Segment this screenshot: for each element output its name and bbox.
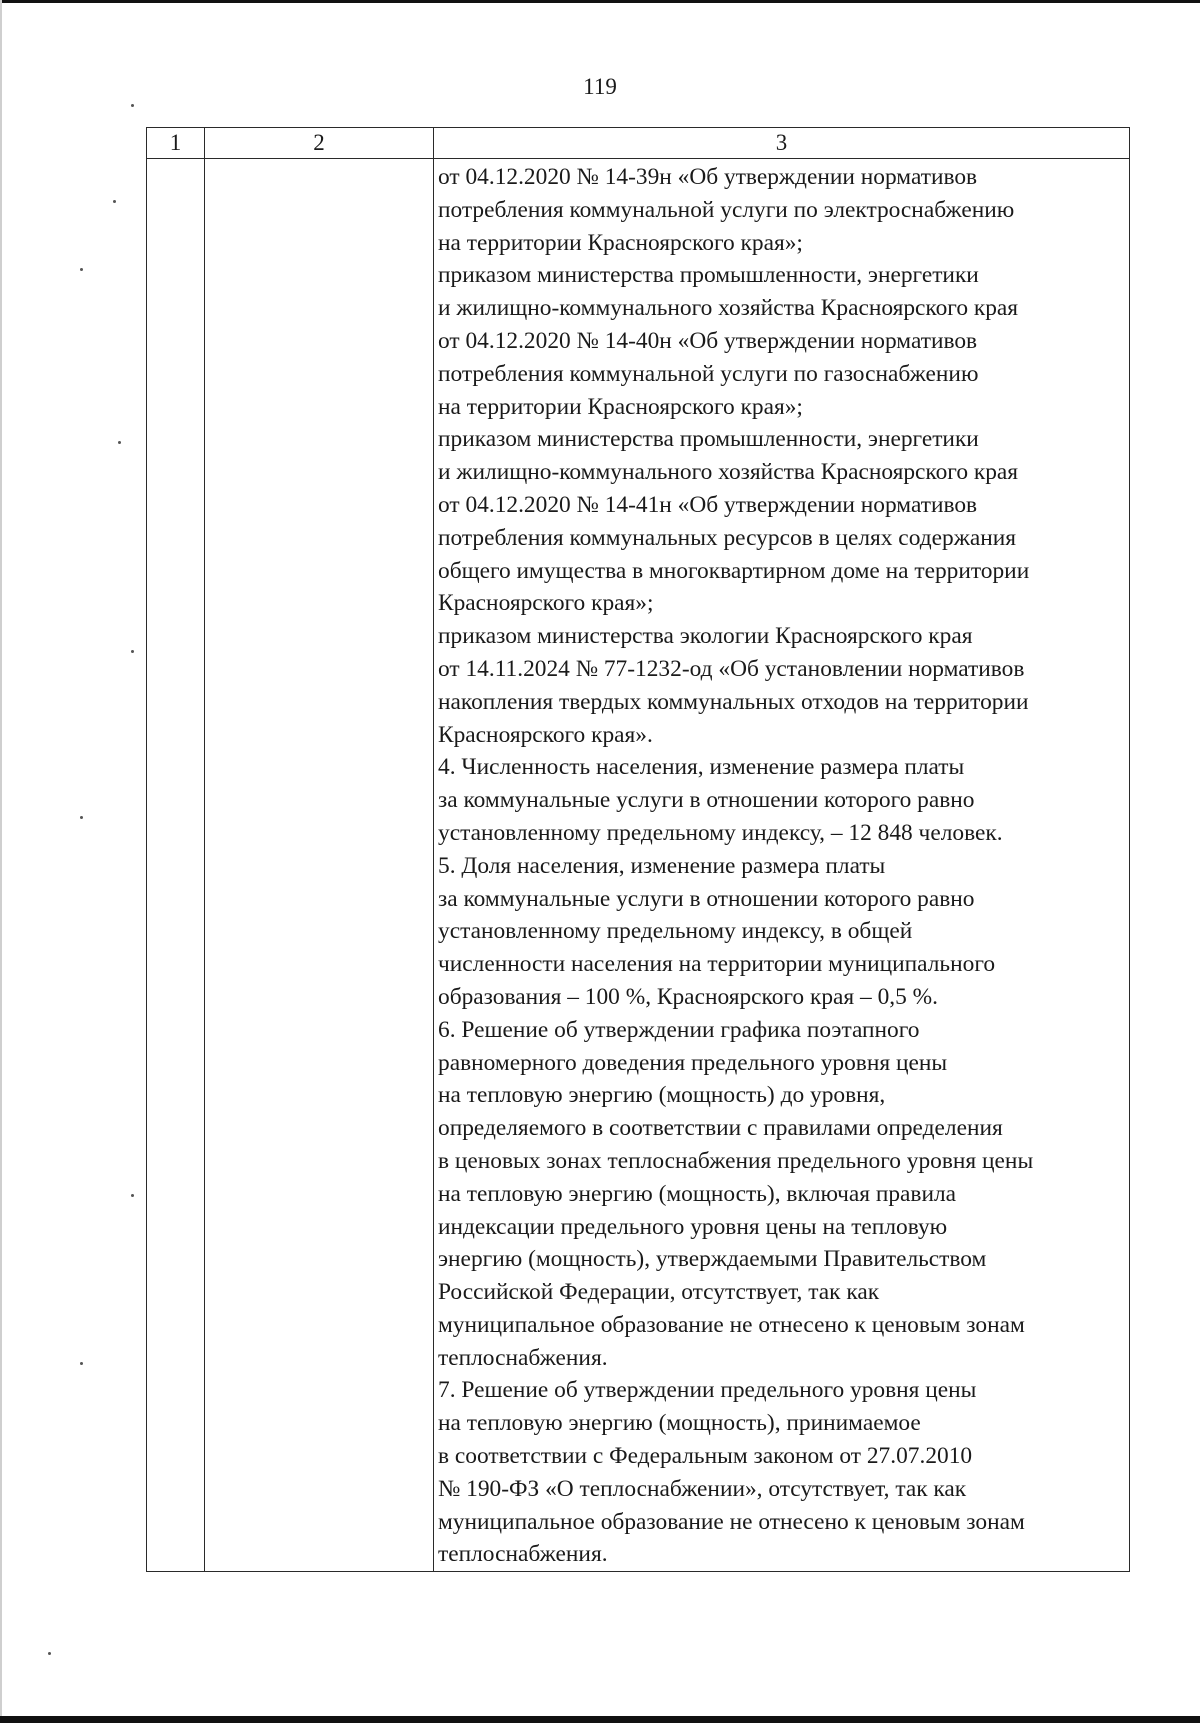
scan-edge-top (0, 0, 1200, 3)
text-line: 7. Решение об утверждении предельного уровня цены (438, 1377, 977, 1404)
column-header-3: 3 (434, 128, 1130, 159)
scan-speck (118, 441, 121, 444)
text-line: в ценовых зонах теплоснабжения предельного уровня цены (438, 1147, 1034, 1174)
text-line: в соответствии с Федеральным законом от 27.07.2010 (438, 1443, 973, 1470)
text-line: образования – 100 %, Красноярского края – 0,5 %. (438, 983, 938, 1010)
text-line: за коммунальные услуги в отношении которого равно (438, 885, 975, 912)
text-line: потребления коммунальной услуги по газоснабжению (438, 360, 979, 387)
column-2-cell (205, 159, 434, 1572)
text-line: Красноярского края»; (438, 590, 654, 617)
column-3-text (434, 159, 1129, 1571)
text-line: Красноярского края». (438, 721, 653, 748)
text-line: № 190-ФЗ «О теплоснабжении», отсутствует, так как (438, 1475, 967, 1502)
text-line: на территории Красноярского края»; (438, 393, 803, 420)
scan-speck (80, 816, 83, 819)
scan-speck (131, 650, 134, 653)
table-header-row (147, 128, 1130, 159)
text-line: теплоснабжения. (438, 1344, 608, 1371)
text-line: муниципальное образование не отнесено к ценовым зонам (438, 1508, 1025, 1535)
text-line: потребления коммунальной услуги по электроснабжению (438, 196, 1015, 223)
text-line: на тепловую энергию (мощность) до уровня, (438, 1082, 886, 1109)
text-line: на тепловую энергию (мощность), принимаемое (438, 1410, 921, 1437)
text-line: установленному предельному индексу, в общей (438, 918, 913, 945)
scan-speck (80, 268, 83, 271)
text-line: численности населения на территории муниципального (438, 951, 996, 978)
text-line: и жилищно-коммунального хозяйства Красноярского края (438, 295, 1019, 322)
text-line: приказом министерства экологии Красноярского края (438, 623, 973, 650)
text-line: от 04.12.2020 № 14-40н «Об утверждении нормативов (438, 327, 978, 354)
column-3-cell (434, 159, 1130, 1572)
text-line: Российской Федерации, отсутствует, так как (438, 1279, 880, 1306)
text-line: на территории Красноярского края»; (438, 229, 803, 256)
scan-edge-left (0, 0, 2, 1723)
text-line: за коммунальные услуги в отношении которого равно (438, 787, 975, 814)
text-line: потребления коммунальных ресурсов в целях содержания (438, 524, 1017, 551)
text-line: на тепловую энергию (мощность), включая правила (438, 1180, 957, 1207)
text-line: от 04.12.2020 № 14-41н «Об утверждении нормативов (438, 491, 978, 518)
text-line: теплоснабжения. (438, 1541, 608, 1568)
text-line: от 04.12.2020 № 14-39н «Об утверждении нормативов (438, 164, 978, 190)
text-line: и жилищно-коммунального хозяйства Красноярского края (438, 459, 1019, 486)
text-line: индексации предельного уровня цены на тепловую (438, 1213, 948, 1240)
column-1-cell (147, 159, 205, 1572)
text-line: энергию (мощность), утверждаемыми Правительством (438, 1246, 987, 1273)
text-line: от 14.11.2024 № 77-1232-од «Об установлении нормативов (438, 655, 1025, 682)
scan-edge-bottom (0, 1716, 1200, 1723)
text-line: приказом министерства промышленности, энергетики (438, 262, 979, 289)
text-line: 6. Решение об утверждении графика поэтапного (438, 1016, 920, 1043)
scan-speck (80, 1362, 83, 1365)
text-line: 5. Доля населения, изменение размера платы (438, 852, 886, 879)
text-line: установленному предельному индексу, – 12 848 человек. (438, 819, 1003, 846)
text-line: накопления твердых коммунальных отходов на территории (438, 688, 1029, 715)
page-number: 119 (583, 74, 617, 99)
column-header-2: 2 (205, 128, 434, 159)
table-row (147, 159, 1130, 1572)
scan-speck (131, 1194, 134, 1197)
text-line: равномерного доведения предельного уровня цены (438, 1049, 948, 1076)
text-line: 4. Численность населения, изменение размера платы (438, 754, 965, 781)
column-header-1: 1 (147, 128, 205, 159)
text-line: определяемого в соответствии с правилами определения (438, 1115, 1003, 1142)
scan-speck (48, 1652, 51, 1655)
text-line: общего имущества в многоквартирном доме на территории (438, 557, 1030, 584)
text-line: приказом министерства промышленности, энергетики (438, 426, 979, 453)
scan-speck (113, 200, 116, 203)
document-table (146, 127, 1130, 1572)
text-line: муниципальное образование не отнесено к ценовым зонам (438, 1311, 1025, 1338)
scan-speck (131, 104, 134, 107)
